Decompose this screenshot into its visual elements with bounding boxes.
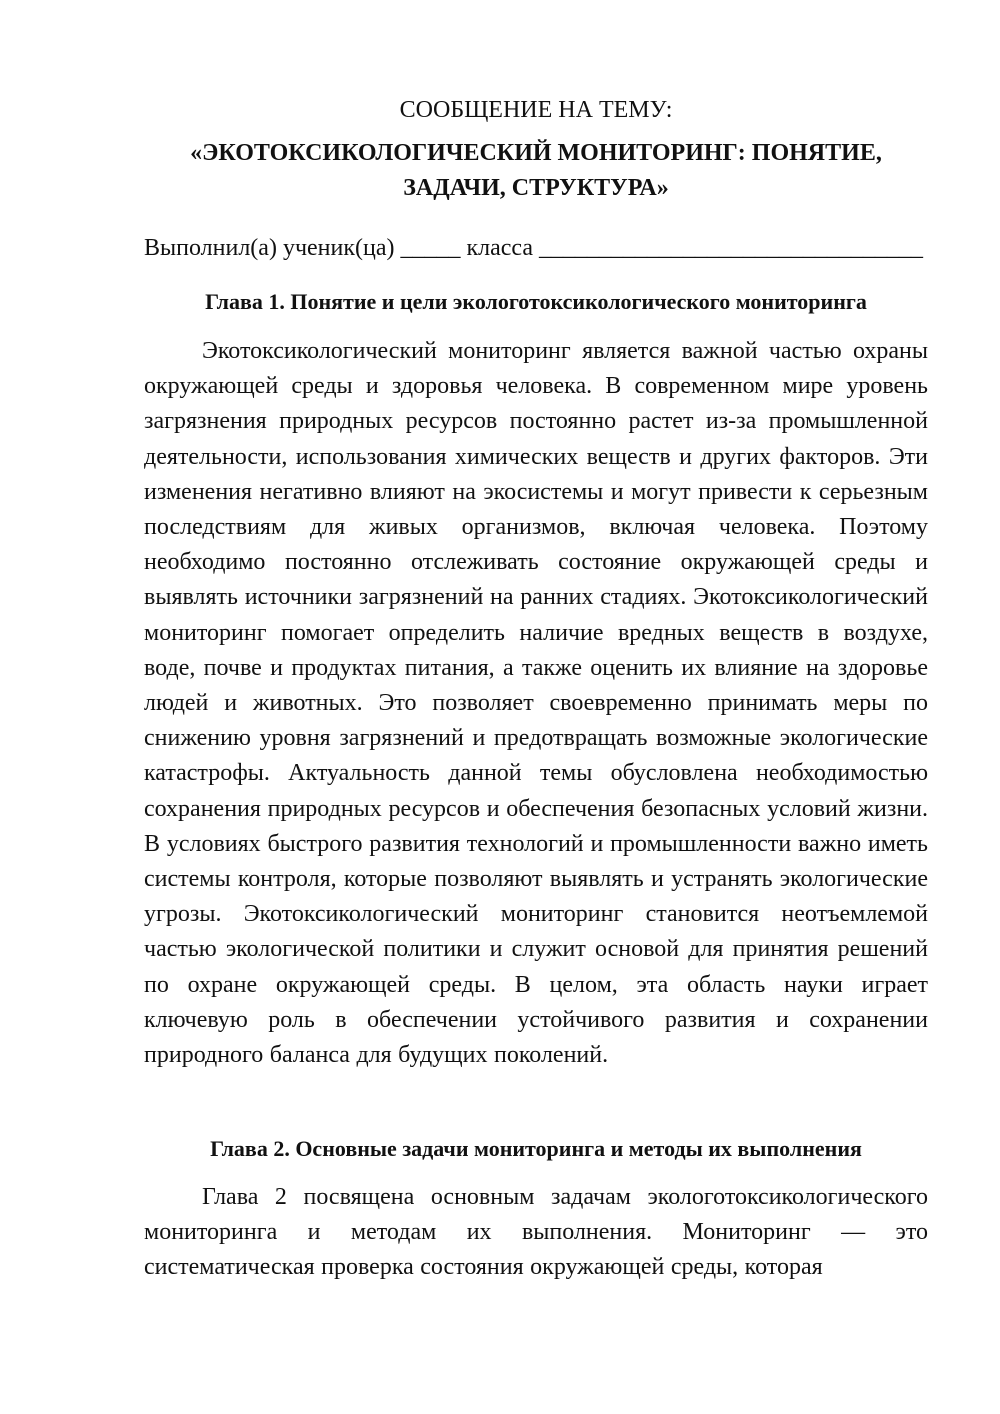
chapter-2-paragraph: Глава 2 посвящена основным задачам экологотоксикологического мониторинга и методам их выполнения. Мониторинг — это систематическая проверка состояния окружающей среды, которая bbox=[144, 1184, 928, 1281]
document-title: «ЭКОТОКСИКОЛОГИЧЕСКИЙ МОНИТОРИНГ: ПОНЯТИЕ, ЗАДАЧИ, СТРУКТУРА» bbox=[190, 140, 882, 201]
chapter-1-heading: Глава 1. Понятие и цели экологотоксикологического мониторинга bbox=[205, 289, 867, 314]
chapter-1-paragraph: Экотоксикологический мониторинг является важной частью охраны окружающей среды и здоровья человека. В современном мире уровень загрязнения природных ресурсов постоянно растет из-за промышленной деятельности, использования химических веществ и других факторов. Эти изменения негативно влияют на экосистемы и могут привести к серьезным последствиям для живых организмов, включая человека. Поэтому необходимо постоянно отслеживать состояние окружающей среды и выявлять источники загрязнений на ранних стадиях. Экотоксикологический мониторинг помогает определить наличие вредных веществ в воздухе, воде, почве и продуктах питания, а также оценить их влияние на здоровье людей и животных. Это позволяет своевременно принимать меры по снижению уровня загрязнений и предотвращать возможные экологические катастрофы. Актуальность данной темы обусловлена необходимостью сохранения природных ресурсов и обеспечения безопасных условий жизни. В условиях быстрого развития технологий и промышленности важно иметь системы контроля, которые позволяют выявлять и устранять экологические угрозы. Экотоксикологический мониторинг становится неотъемлемой частью экологической политики и служит основой для принятия решений по охране окружающей среды. В целом, эта область науки играет ключевую роль в обеспечении устойчивого развития и сохранении природного баланса для будущих поколений. bbox=[144, 338, 928, 1069]
document-header: СООБЩЕНИЕ НА ТЕМУ: bbox=[399, 97, 673, 123]
author-line: Выполнил(а) ученик(ца) _____ класса ________________________________ bbox=[144, 235, 924, 261]
chapter-2-heading: Глава 2. Основные задачи мониторинга и методы их выполнения bbox=[210, 1136, 862, 1161]
